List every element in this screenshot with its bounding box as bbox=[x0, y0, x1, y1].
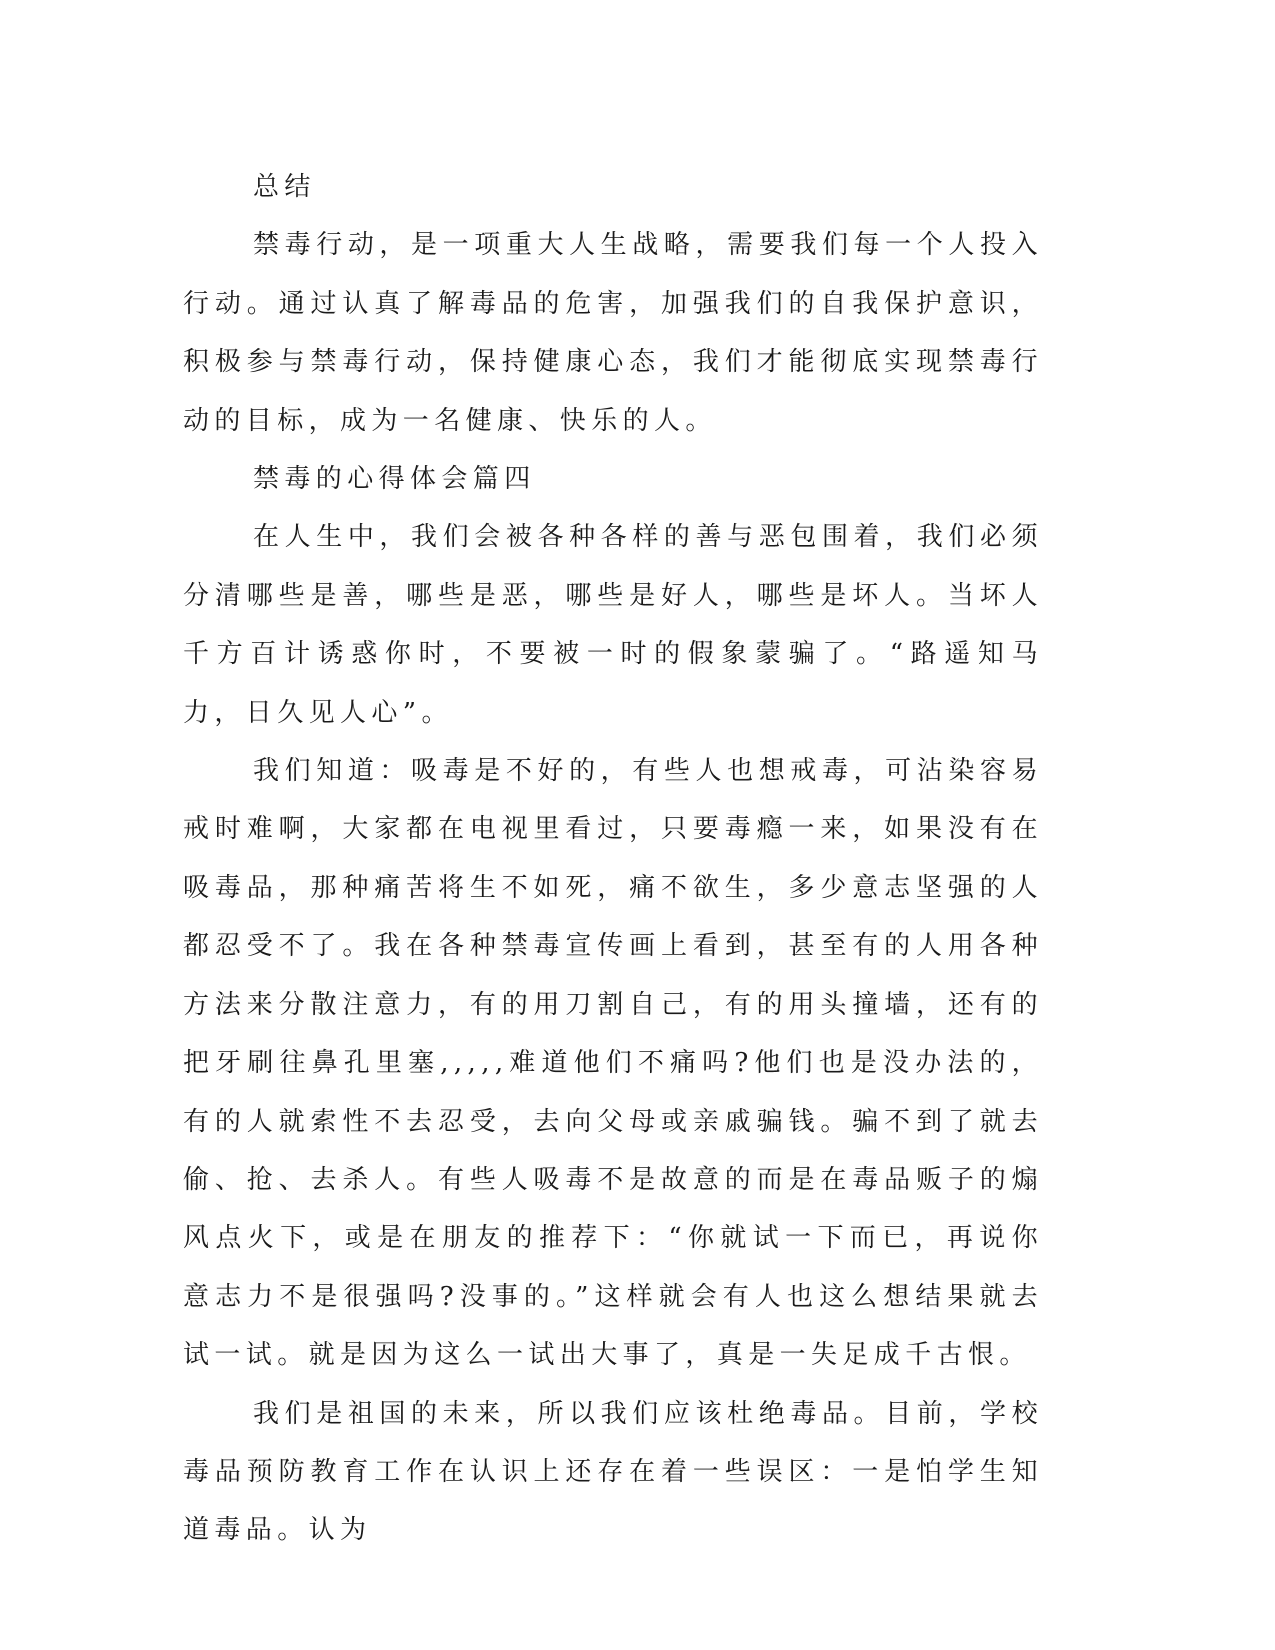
paragraph-drug-harm: 我们知道：吸毒是不好的，有些人也想戒毒，可沾染容易戒时难啊，大家都在电视里看过，只要毒瘾一来，如果没有在吸毒品，那种痛苦将生不如死，痛不欲生，多少意志坚强的人都忍受不了。我在各种禁毒宣传画上看到，甚至有的人用各种方法来分散注意力，有的用刀割自己，有的用头撞墙，还有的把牙刷往鼻孔里塞,,,,,难道他们不痛吗?他们也是没办法的，有的人就索性不去忍受，去向父母或亲戚骗钱。骗不到了就去偷、抢、去杀人。有些人吸毒不是故意的而是在毒品贩子的煽风点火下，或是在朋友的推荐下：“你就试一下而已，再说你意志力不是很强吗?没事的。”这样就会有人也这么想结果就去试一试。就是因为这么一试出大事了，真是一失足成千古恨。 bbox=[183, 756, 1043, 1371]
paragraph-good-and-evil: 在人生中，我们会被各种各样的善与恶包围着，我们必须分清哪些是善，哪些是恶，哪些是好人，哪些是坏人。当坏人千方百计诱惑你时，不要被一时的假象蒙骗了。“路遥知马力，日久见人心”。 bbox=[183, 522, 1043, 728]
paragraph-summary: 禁毒行动，是一项重大人生战略，需要我们每一个人投入行动。通过认真了解毒品的危害，加强我们的自我保护意识，积极参与禁毒行动，保持健康心态，我们才能彻底实现禁毒行动的目标，成为一名健康、快乐的人。 bbox=[183, 230, 1043, 436]
document-body bbox=[183, 158, 1043, 1560]
paragraph-school-education: 我们是祖国的未来，所以我们应该杜绝毒品。目前，学校毒品预防教育工作在认识上还存在着一些误区：一是怕学生知道毒品。认为 bbox=[183, 1398, 1043, 1546]
section-heading-part-four: 禁毒的心得体会篇四 bbox=[253, 464, 536, 495]
section-heading-summary: 总结 bbox=[253, 172, 316, 202]
